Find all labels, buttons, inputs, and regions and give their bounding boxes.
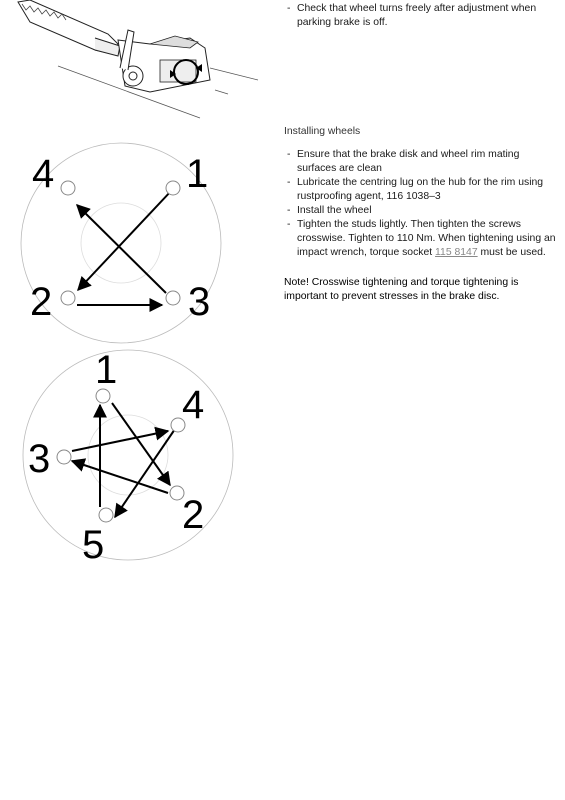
parking-brake-adjustment-illustration: [0, 0, 270, 125]
step-lubricate-lug: - Lubricate the centring lug on the hub for the rim using rustproofing agent, 116 1038–3: [284, 176, 560, 204]
bolt-label-5: 5: [82, 523, 105, 567]
bolt-label-4: 4: [182, 383, 205, 427]
check-item: - Check that wheel turns freely after adjustment when parking brake is off.: [284, 2, 560, 30]
bolt-label-3: 3: [188, 280, 211, 324]
step-install-wheel: - Install the wheel: [284, 204, 560, 218]
bolt-label-2: 2: [182, 493, 205, 537]
bolt-hole-1: [166, 181, 180, 195]
step-tighten-screws: [284, 218, 560, 260]
five-bolt-tightening-diagram: [0, 345, 270, 570]
bolt-label-1: 1: [186, 152, 209, 196]
step-clean-surfaces: - Ensure that the brake disk and wheel rim mating surfaces are clean: [284, 148, 560, 176]
torque-socket-link[interactable]: 115 8147: [435, 247, 478, 258]
section-title-installing-wheels: Installing wheels: [284, 126, 361, 137]
note-crosswise-tightening: Note! Crosswise tightening and torque tightening is important to prevent stresses in the brake disc.: [284, 277, 519, 302]
bolt-hole-2: [61, 291, 75, 305]
bolt-hole-4: [61, 181, 75, 195]
bolt-label-3: 3: [28, 437, 51, 481]
installing-steps: [284, 148, 560, 260]
check-list: [284, 2, 560, 30]
bolt-hole-3: [166, 291, 180, 305]
bolt-label-4: 4: [32, 152, 55, 196]
four-bolt-tightening-diagram: [0, 130, 270, 355]
tighten-text-end: must be used.: [477, 247, 546, 258]
bolt-label-2: 2: [30, 280, 53, 324]
tighten-text: Tighten the studs lightly. Then tighten the screws crosswise. Tighten to 110 Nm. When tightening using an impact wrench, torque socket: [297, 219, 556, 258]
bolt-hole-3: [57, 450, 71, 464]
bolt-label-1: 1: [95, 348, 118, 392]
bolt-hole-5: [99, 508, 113, 522]
